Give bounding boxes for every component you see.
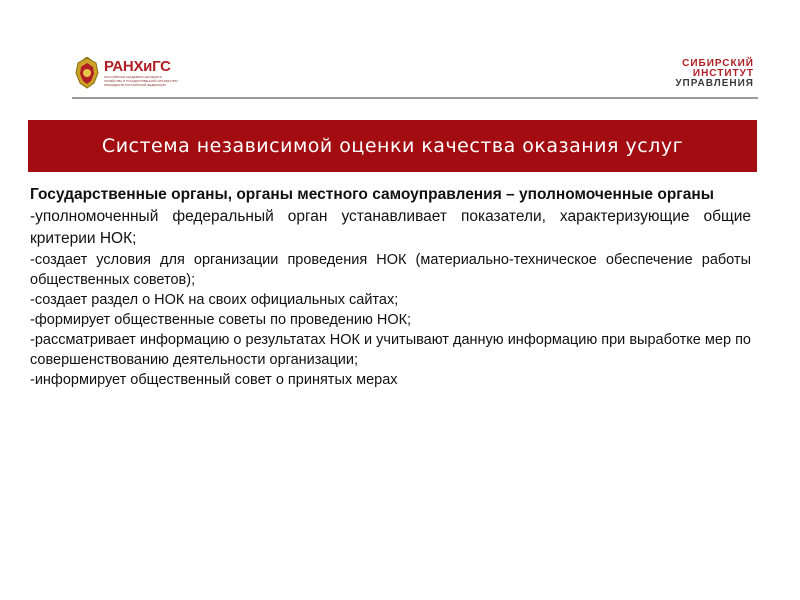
slide-content xyxy=(30,184,751,390)
list-item: -создает условия для организации проведения НОК (материально-техническое обеспечение работы общественных советов); xyxy=(30,252,751,288)
ranepa-logo-title: РАНХиГС xyxy=(104,58,171,75)
content-heading: Государственные органы, органы местного самоуправления – уполномоченные органы xyxy=(30,186,714,203)
list-item: -формирует общественные советы по проведению НОК; xyxy=(30,312,412,328)
list-item: -рассматривает информацию о результатах НОК и учитывают данную информацию при выработке мер по совершенствованию деятельности организации; xyxy=(30,332,751,368)
institute-logo-line2: ИНСТИТУТ xyxy=(692,68,754,79)
ranepa-logo-subtitle: РОССИЙСКАЯ АКАДЕМИЯ НАРОДНОГО ХОЗЯЙСТВА И ГОСУДАРСТВЕННОЙ СЛУЖБЫ ПРИ ПРЕЗИДЕНТЕ РОССИЙСКОЙ ФЕДЕРАЦИИ xyxy=(104,75,178,87)
institute-logo-line3: УПРАВЛЕНИЯ xyxy=(675,78,754,89)
ranepa-logo xyxy=(74,56,178,90)
siberian-institute-logo xyxy=(675,59,754,89)
list-item: -информирует общественный совет о принятых мерах xyxy=(30,372,398,388)
slide-header xyxy=(0,0,800,120)
header-divider xyxy=(72,97,758,99)
coat-of-arms-emblem-icon xyxy=(74,57,100,89)
institute-logo-line1: СИБИРСКИЙ xyxy=(682,58,754,69)
list-item: -создает раздел о НОК на своих официальных сайтах; xyxy=(30,292,399,308)
slide-title: Система независимой оценки качества оказания услуг xyxy=(101,135,684,157)
list-item: -уполномоченный федеральный орган устанавливает показатели, характеризующие общие критерии НОК; xyxy=(30,208,751,247)
title-banner xyxy=(28,120,757,172)
